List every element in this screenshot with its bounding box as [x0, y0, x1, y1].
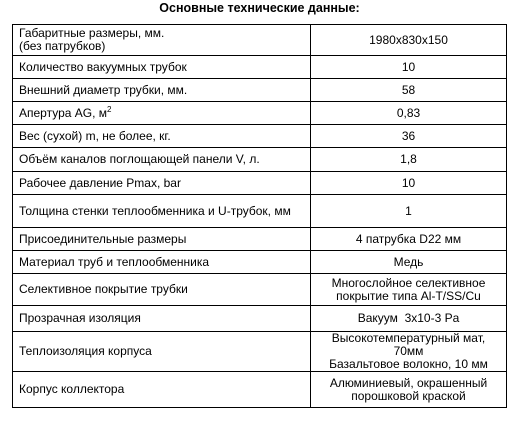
specs-table: [12, 24, 507, 408]
value-cell: 1,8: [311, 148, 507, 172]
value-cell: 1: [311, 195, 507, 228]
param-cell: Количество вакуумных трубок: [13, 56, 311, 79]
page-title: Основные технические данные:: [159, 1, 360, 15]
value-line2: Базальтовое волокно, 10 мм: [329, 357, 488, 371]
value-line2: покрытие типа Al-T/SS/Cu: [336, 288, 481, 303]
param-cell: Прозрачная изоляция: [13, 306, 311, 332]
table-row: [13, 306, 507, 332]
value-cell: 10: [311, 56, 507, 79]
param-label: Апертура AG, м: [19, 105, 108, 120]
param-cell: Присоединительные размеры: [13, 228, 311, 251]
table-row: [13, 228, 507, 251]
value-line1: Алюминиевый, окрашенный: [329, 375, 488, 390]
table-row: [13, 125, 507, 148]
param-cell: Внешний диаметр трубки, мм.: [13, 79, 311, 102]
param-cell: Рабочее давление Pmax, bar: [13, 172, 311, 195]
value-cell: Медь: [311, 251, 507, 274]
table-row: [13, 102, 507, 125]
param-cell: Материал труб и теплообменника: [13, 251, 311, 274]
value-cell: [311, 372, 507, 408]
table-row: [13, 148, 507, 172]
value-cell: 58: [311, 79, 507, 102]
param-cell: Вес (сухой) m, не более, кг.: [13, 125, 311, 148]
param-cell: Селективное покрытие трубки: [13, 274, 311, 306]
param-cell: [13, 25, 311, 56]
param-cell: Толщина стенки теплообменника и U-трубок, мм: [13, 195, 311, 228]
param-cell: Корпус коллектора: [13, 372, 311, 408]
param-label: Габаритные размеры, мм.: [19, 26, 165, 40]
table-row: [13, 195, 507, 228]
value-line1: Высокотемпературный мат, 70мм: [331, 331, 486, 358]
table-row: [13, 372, 507, 408]
value-cell: Вакуум 3x10-3 Pa: [311, 306, 507, 332]
value-cell: 36: [311, 125, 507, 148]
table-row: [13, 79, 507, 102]
table-row: [13, 274, 507, 306]
table-row: [13, 25, 507, 56]
value-cell: [311, 332, 507, 372]
value-cell: 4 патрубка D22 мм: [311, 228, 507, 251]
table-row: [13, 172, 507, 195]
param-cell: Теплоизоляция корпуса: [13, 332, 311, 372]
value-cell: 1980x830x150: [311, 25, 507, 56]
param-label-line2: (без патрубков): [19, 39, 106, 53]
value-line1: Многослойное селективное: [331, 275, 486, 290]
superscript: 2: [107, 104, 112, 114]
table-row: [13, 56, 507, 79]
value-cell: 0,83: [311, 102, 507, 125]
value-cell: 10: [311, 172, 507, 195]
param-cell: Объём каналов поглощающей панели V, л.: [13, 148, 311, 172]
param-cell: [13, 102, 311, 125]
value-line2: порошковой краской: [351, 388, 466, 403]
table-row: [13, 332, 507, 372]
value-cell: [311, 274, 507, 306]
table-row: [13, 251, 507, 274]
